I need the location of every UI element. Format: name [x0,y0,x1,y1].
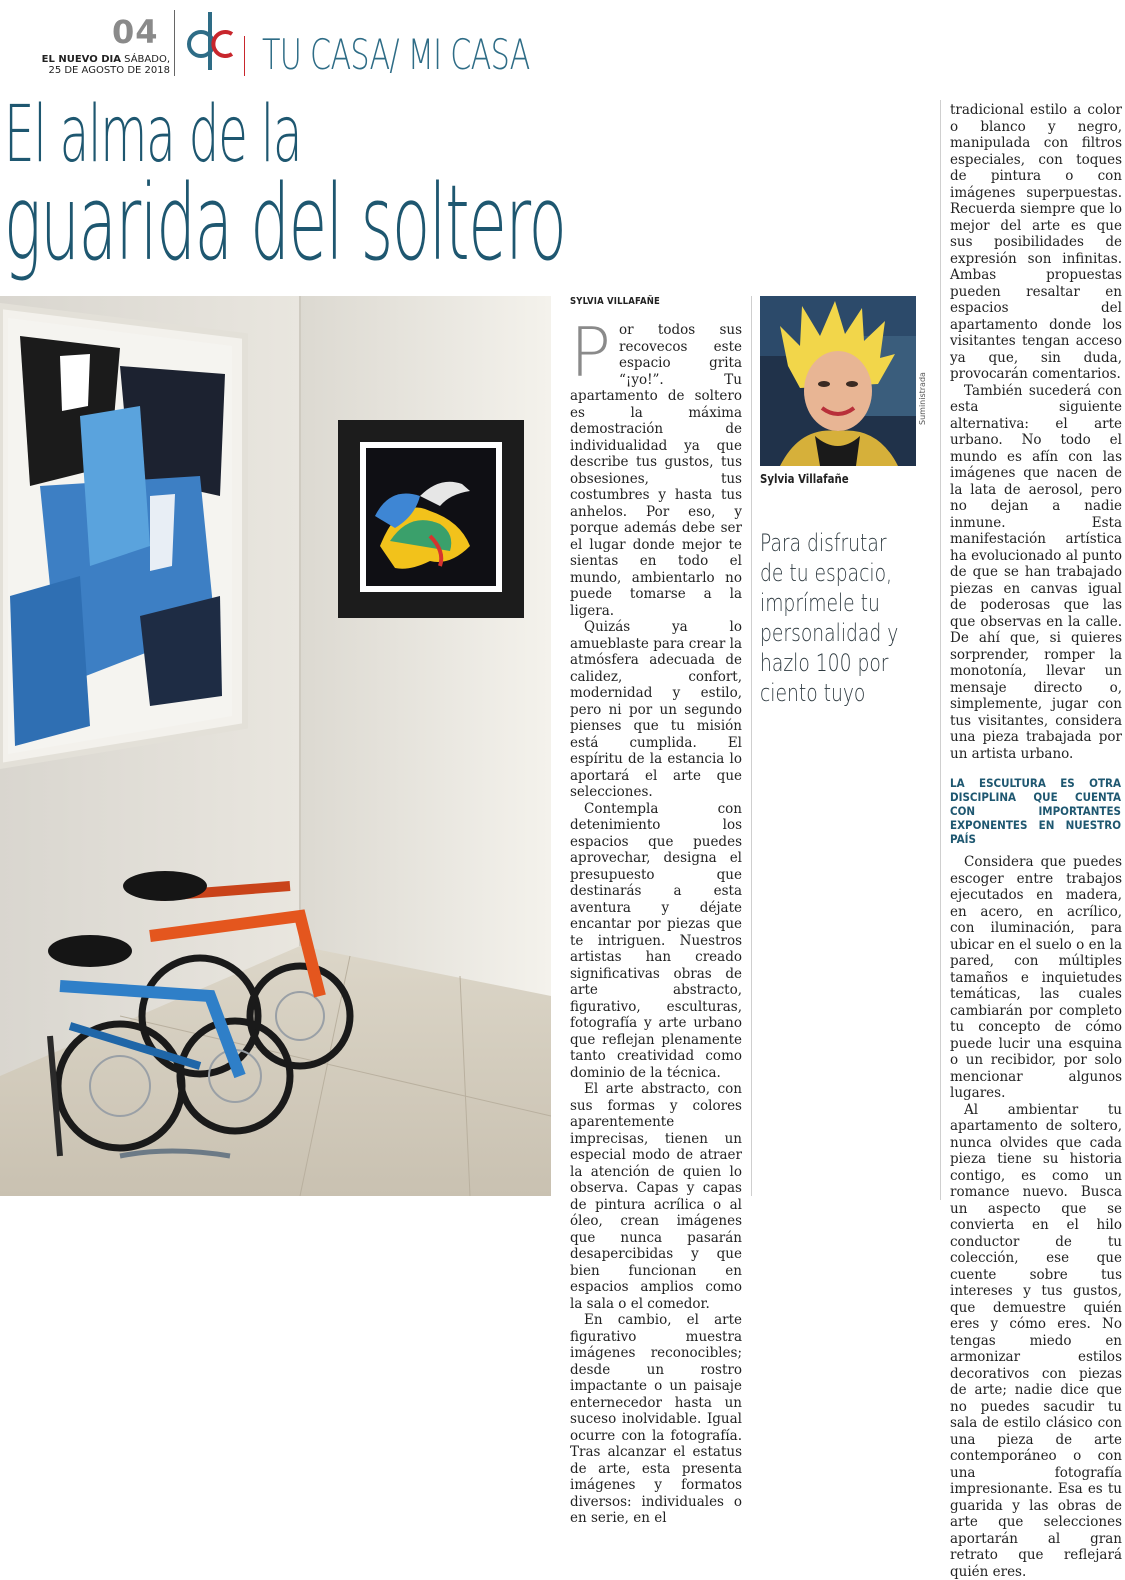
paragraph: El arte abstracto, con sus formas y colores aparentemente imprecisas, tienen un especial modo de atraer la atención de quien lo observa. Capas y capas de pintura acrílica o al óleo, crean imágenes que nunca pasarán desapercibidas y que bien funcionan en espacios amplios como la sala o el comedor. [570,1081,742,1312]
headline-line-1: El alma de la [4,92,301,178]
photo-credit: Suministrada [918,372,927,425]
byline: SYLVIA VILLAFAÑE [570,296,660,307]
paragraph: También sucederá con esta siguiente alternativa: el arte urbano. No todo el mundo es afín con las imágenes que nacen de la lata de aerosol, pero no dejan a nadie inmune. Esta manifestación artística ha evolucionado al punto de que se han trabajado piezas en canvas igual de poderosas que las que observas en la calle. De ahí que, si quieres sorprender, romper la monotonía, llevar un mensaje directo o, simplemente, jugar con tus visitantes, considera una pieza trabajada por un artista urbano. [950,383,1122,763]
issue-date: 25 DE AGOSTO DE 2018 [38,65,170,76]
paragraph: tradicional estilo a color o blanco y negro, manipulada con filtros especiales, con toques de pintura o con imágenes superpuestas. Recuerda siempre que lo mejor del arte es que sus posibilidades de expresión son infinitas. Ambas propuestas pueden resaltar en espacios del apartamento donde los visitantes tengan acceso ya que, sin duda, provocarán comentarios. [950,102,1122,383]
pull-quote-line: de tu espacio, [760,558,892,588]
headline-line-2: guarida del soltero [4,168,566,278]
newspaper-title: EL NUEVO DIA [42,54,121,65]
header-divider [174,10,175,76]
weekday: SÁBADO, [124,54,170,65]
paragraph: Contempla con detenimiento los espacios que puedes aprovechar, designa el presupuesto que destinarás a esta aventura y déjate encantar por piezas que te intriguen. Nuestros artistas han creado significativas obras de arte abstracto, figurativo, esculturas, fotografía y arte urbano que reflejan plenamente tanto creatividad como dominio de la técnica. [570,801,742,1082]
article-column-3 [950,102,1122,1580]
paragraph: Al ambientar tu apartamento de soltero, nunca olvides que cada pieza tiene su historia contigo, es como un romance nuevo. Busca un aspecto que se convierta en el hilo conductor de tu colección, ese que cuente sobre tus intereses y tus gustos, que demuestre quién eres y cómo eres. No tengas miedo en armonizar estilos decorativos con piezas de arte; nadie dice que no puedes sacudir tu sala de estilo clásico con una pieza de arte contemporáneo o con una fotografía impresionante. Esa es tu guarida y las obras de arte que selecciones aportarán al gran retrato que reflejará quién eres. [950,1102,1122,1580]
page-number: 04 [112,14,159,50]
newspaper-name [38,54,170,65]
column-rule [751,296,752,1196]
pull-quote [760,528,946,708]
section-accent-bar [244,36,245,76]
paragraph: Considera que puedes escoger entre trabajos ejecutados en madera, en acero, en acrílico, con iluminación, para ubicar en el suelo o en la pared, con múltiples tamaños e inquietudes temáticas, las cuales cambiarán por completo tu concepto de cómo puede lucir una esquina o un recibidor, por solo mencionar algunos lugares. [950,854,1122,1102]
column-rule [940,100,941,1200]
paragraph: Quizás ya lo amueblaste para crear la atmósfera adecuada de calidez, confort, modernidad y estilo, pero ni por un segundo pienses que tu misión está cumplida. El espíritu de la estancia lo aportará el arte que selecciones. [570,619,742,801]
article-column-1 [570,322,742,1527]
main-photo [0,296,551,1196]
pull-quote-line: hazlo 100 por [760,648,888,678]
author-caption: Sylvia Villafañe [760,472,849,486]
pull-quote-line: imprímele tu [760,588,880,618]
pull-quote-line: Para disfrutar [760,528,887,558]
drop-cap: P [570,326,611,382]
paragraph: or todos sus recovecos este espacio grita “¡yo!”. Tu apartamento de soltero es la máxima demostración de individualidad ya que describe tus gustos, tus obsesiones, tus costumbres y hasta tus anhelos. Por eso, y porque además debe ser el lugar donde mejor te sientas en todo el mundo, ambientarlo no puede tomarse a la ligera. [570,322,742,619]
dc-logo-icon [184,10,238,72]
section-title: TU CASA/ MI CASA [262,30,530,80]
pull-quote-line: personalidad y [760,618,898,648]
paragraph: En cambio, el arte figurativo muestra imágenes reconocibles; desde un rostro impactante o un paisaje enternecedor hasta un suceso inolvidable. Igual ocurre con la fotografía. Tras alcanzar el estatus de arte, esta presenta imágenes y formatos diversos: individuales o en serie, en el [570,1312,742,1527]
author-photo [760,296,916,466]
subheading: LA ESCULTURA ES OTRA DISCIPLINA QUE CUENTA CON IMPORTANTES EXPONENTES EN NUESTRO PAÍS [950,776,1121,846]
pull-quote-line: ciento tuyo [760,678,865,708]
